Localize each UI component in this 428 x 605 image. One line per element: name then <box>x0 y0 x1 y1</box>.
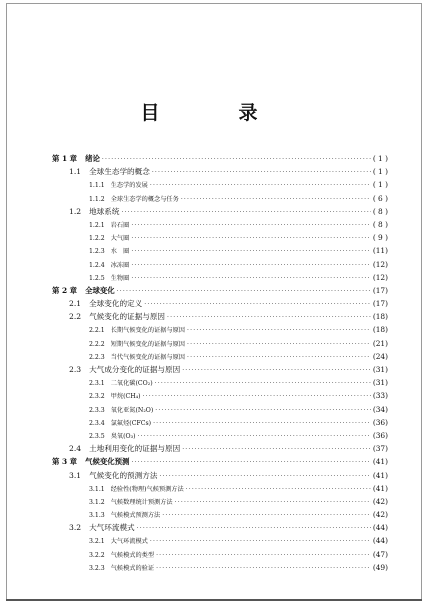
dot-leader <box>155 377 371 390</box>
toc-entry-title: 臭氧(O₃) <box>110 432 136 440</box>
page-title: 目 录 <box>140 102 288 124</box>
toc-entry-page: ( 9 ) <box>372 233 388 243</box>
toc-entry-page: ( 8 ) <box>372 219 388 229</box>
toc-entry-title: 水 圈 <box>110 248 130 256</box>
toc-entry-title: 长期气候变化的证据与原因 <box>110 327 185 335</box>
toc-entry-title: 当代气候变化的证据与原因 <box>110 353 185 361</box>
toc-entry-number: 1.1.1 <box>89 182 105 190</box>
toc-entry-title: 气候变化的证据与原因 <box>89 312 166 322</box>
toc-entry-title: 冰冻圈 <box>110 261 130 269</box>
toc-entry[interactable] <box>52 258 388 271</box>
toc-entry[interactable] <box>52 561 388 574</box>
toc-entry[interactable] <box>52 508 388 521</box>
toc-entry-title: 氧化亚氮(N₂O) <box>110 406 154 414</box>
toc-entry-number: 1.1 <box>69 167 82 177</box>
toc-entry-number: 3.1 <box>69 470 82 480</box>
toc-entry-number: 1.1.2 <box>89 195 105 203</box>
toc-entry[interactable] <box>52 442 388 455</box>
toc-entry-number: 3.2 <box>69 523 82 533</box>
dot-leader <box>155 404 371 417</box>
toc-entry-title: 全球变化的定义 <box>89 299 143 309</box>
toc-entry-page: ( 1 ) <box>372 180 388 190</box>
toc-entry-number: 3.2.2 <box>89 551 105 559</box>
dot-leader <box>150 535 371 548</box>
toc-entry-page: (41) <box>372 483 388 493</box>
toc-entry-title: 岩石圈 <box>110 221 130 229</box>
toc-entry-number: 2.3.5 <box>89 432 105 440</box>
dot-leader <box>181 193 371 206</box>
toc-entry-number: 2.2 <box>69 312 82 322</box>
toc-entry[interactable] <box>52 521 388 534</box>
toc-entry-number: 1.2.1 <box>89 221 105 229</box>
toc-entry[interactable] <box>52 152 388 165</box>
toc-entry-title: 大气成分变化的证据与原因 <box>89 365 181 374</box>
toc-entry-page: (41) <box>372 457 388 467</box>
toc-entry[interactable] <box>52 363 388 376</box>
dot-leader <box>102 153 371 166</box>
toc-entry[interactable] <box>52 416 388 429</box>
toc-entry-number: 2.3.4 <box>89 419 105 427</box>
toc-entry-page: ( 6 ) <box>372 193 388 203</box>
toc-entry[interactable] <box>52 271 388 284</box>
toc-entry[interactable] <box>52 455 388 468</box>
dot-leader <box>131 259 371 272</box>
toc-entry[interactable] <box>52 337 388 350</box>
toc-entry-number: 2.2.1 <box>89 327 105 335</box>
toc-entry[interactable] <box>52 376 388 389</box>
toc-entry[interactable] <box>52 284 388 297</box>
toc-entry-title: 二氧化碳(CO₂) <box>110 380 153 388</box>
toc-entry[interactable] <box>52 482 388 495</box>
toc-entry-page: (37) <box>372 444 388 454</box>
toc-entry-page: (36) <box>372 417 388 427</box>
toc-entry-title: 经验性(物理)气候预测方法 <box>110 485 184 493</box>
toc-entry-number: 3.2.3 <box>89 564 105 572</box>
toc-entry-page: (41) <box>372 470 388 480</box>
dot-leader <box>182 443 371 456</box>
toc-entry-number: 1.2.5 <box>89 274 105 282</box>
toc-entry-title: 全球生态学的概念与任务 <box>110 195 179 203</box>
toc-entry-number: 2.3.1 <box>89 380 105 388</box>
toc-entry-page: ( 1 ) <box>372 154 388 163</box>
toc-entry-number: 3.1.2 <box>89 498 105 506</box>
dot-leader <box>131 232 371 245</box>
toc-entry-page: (18) <box>372 325 388 335</box>
dot-leader <box>144 298 371 311</box>
toc-entry-page: (17) <box>372 299 388 309</box>
toc-entry-title: 大气圈 <box>110 235 130 243</box>
toc-entry-title: 全球生态学的概念 <box>89 167 150 177</box>
dot-leader <box>131 272 371 285</box>
toc-entry-page: (49) <box>372 562 388 572</box>
dot-leader <box>138 430 371 443</box>
toc-entry-number: 2.2.2 <box>89 340 105 348</box>
toc-entry-number: 2.2.3 <box>89 353 105 361</box>
toc-entry[interactable] <box>52 310 388 323</box>
toc-entry[interactable] <box>52 548 388 561</box>
toc-entry-page: (42) <box>372 510 388 520</box>
toc-entry-title: 气候模式的类型 <box>110 551 155 559</box>
dot-leader <box>175 496 371 509</box>
dot-leader <box>156 549 371 562</box>
toc-entry-number: 第 1 章 <box>52 154 78 163</box>
dot-leader <box>121 206 370 219</box>
toc-entry-page: (47) <box>372 549 388 559</box>
toc-entry-number: 2.4 <box>69 444 82 454</box>
dot-leader <box>131 245 371 258</box>
dot-leader <box>131 219 371 232</box>
dot-leader <box>187 324 371 337</box>
toc-entry-title: 土地利用变化的证据与原因 <box>89 444 181 454</box>
toc-entry-title: 氯氟烃(CFCs) <box>110 419 152 427</box>
toc-entry-page: (44) <box>372 536 388 546</box>
dot-leader <box>150 179 371 192</box>
toc-entry-title: 地球系统 <box>89 206 120 216</box>
toc-entry-number: 2.3.2 <box>89 393 105 401</box>
toc-entry-page: (11) <box>372 246 388 256</box>
toc-entry[interactable] <box>52 297 388 310</box>
toc-entry-title: 短期气候变化的证据与原因 <box>110 340 185 348</box>
toc-entry-number: 第 2 章 <box>52 285 78 295</box>
dot-leader <box>186 483 371 496</box>
toc-entry[interactable] <box>52 429 388 442</box>
toc-entry-page: (18) <box>372 312 388 322</box>
toc-entry-number: 3.2.1 <box>89 538 105 546</box>
toc-entry[interactable] <box>52 244 388 257</box>
dot-leader <box>159 470 370 483</box>
dot-leader <box>131 456 370 469</box>
toc-entry-number: 1.2.2 <box>89 235 105 243</box>
toc-entry-number: 1.2 <box>69 206 82 216</box>
toc-entry[interactable] <box>52 218 388 231</box>
toc-entry-page: (31) <box>372 378 388 388</box>
toc-entry-title: 气候变化预测 <box>85 457 130 467</box>
toc-entry-title: 生物圈 <box>110 274 130 282</box>
toc-entry-page: ( 1 ) <box>372 167 388 177</box>
dot-leader <box>187 351 371 364</box>
toc-entry-page: (17) <box>372 285 388 295</box>
toc-entry-page: (36) <box>372 430 388 440</box>
toc-entry[interactable] <box>52 403 388 416</box>
toc-entry-title: 全球变化 <box>85 285 115 295</box>
dot-leader <box>137 522 371 535</box>
toc-entry-title: 大气环流模式 <box>89 523 135 533</box>
toc-entry[interactable] <box>52 165 388 178</box>
toc-entry-title: 气候变化的预测方法 <box>89 470 158 480</box>
page-bottom-edge <box>6 599 422 601</box>
dot-leader <box>187 338 371 351</box>
toc-entry-title: 甲烷(CH₄) <box>110 393 141 401</box>
toc-entry-number: 2.1 <box>69 299 82 309</box>
toc-entry-title: 生态学的发展 <box>110 182 148 190</box>
dot-leader <box>117 285 371 298</box>
toc-entry-page: (21) <box>372 338 388 348</box>
toc-entry[interactable] <box>52 205 388 218</box>
toc-entry-page: (44) <box>372 523 388 533</box>
dot-leader <box>156 562 371 575</box>
toc-entry[interactable] <box>52 495 388 508</box>
toc-entry-number: 3.1.3 <box>89 512 105 520</box>
toc-entry[interactable] <box>52 534 388 547</box>
toc-entry[interactable] <box>52 178 388 191</box>
dot-leader <box>162 509 371 522</box>
toc-entry-page: (12) <box>372 272 388 282</box>
toc-entry-title: 气候模式预测方法 <box>110 512 161 520</box>
toc-entry-page: (12) <box>372 259 388 269</box>
dot-leader <box>153 417 371 430</box>
toc-entry[interactable] <box>52 192 388 205</box>
dot-leader <box>152 166 371 179</box>
toc-entry-title: 大气环流模式 <box>110 538 148 546</box>
toc-entry-number: 1.2.4 <box>89 261 105 269</box>
toc-entry-title: 绪论 <box>85 154 100 163</box>
toc-entry-page: (42) <box>372 496 388 506</box>
toc-entry-title: 气候数理统计预测方法 <box>110 498 173 506</box>
toc-entry-page: (34) <box>372 404 388 414</box>
table-of-contents <box>52 152 388 574</box>
dot-leader <box>143 390 371 403</box>
toc-entry[interactable] <box>52 350 388 363</box>
toc-entry-number: 第 3 章 <box>52 457 78 467</box>
toc-entry[interactable] <box>52 323 388 336</box>
toc-entry[interactable] <box>52 389 388 402</box>
toc-entry-number: 2.3.3 <box>89 406 105 414</box>
toc-entry-page: (33) <box>372 391 388 401</box>
toc-entry-number: 3.1.1 <box>89 485 105 493</box>
dot-leader <box>182 364 371 377</box>
toc-entry-number: 2.3 <box>69 365 82 374</box>
toc-entry-title: 气候模式的验证 <box>110 564 155 572</box>
toc-entry-page: (31) <box>372 365 388 374</box>
dot-leader <box>167 311 371 324</box>
toc-entry[interactable] <box>52 231 388 244</box>
toc-entry-page: ( 8 ) <box>372 206 388 216</box>
toc-entry[interactable] <box>52 469 388 482</box>
toc-entry-page: (24) <box>372 351 388 361</box>
toc-entry-number: 1.2.3 <box>89 248 105 256</box>
